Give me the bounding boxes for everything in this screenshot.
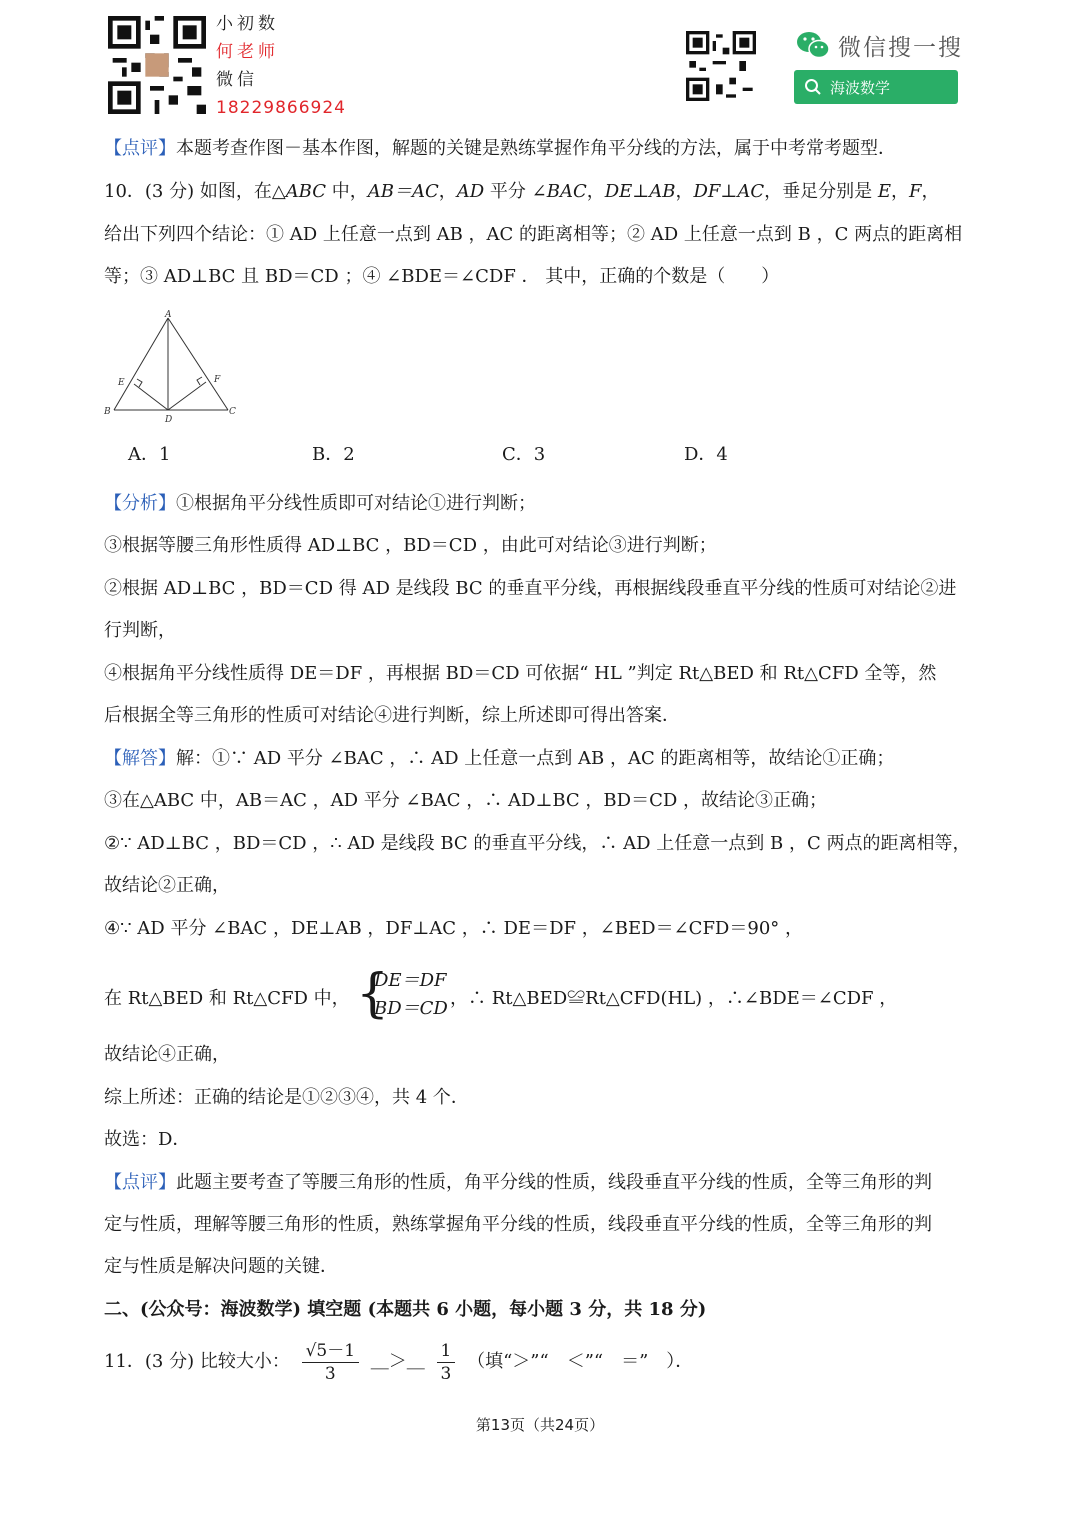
question-10-line-1 <box>104 171 939 213</box>
q10-part: 中， <box>326 181 368 202</box>
solution-tag: 【解答】 <box>104 748 176 769</box>
fraction-2 <box>437 1340 456 1385</box>
triangle-figure <box>104 308 244 428</box>
q10-part: AD <box>456 181 485 202</box>
q10-part: ，垂足分别是 <box>764 181 878 202</box>
fig-label-f: F <box>214 375 221 385</box>
comment-tag: 【点评】 <box>104 138 176 159</box>
fig-label-d: D <box>165 415 173 425</box>
q11-suffix: （填“＞”“ ＜”“ ＝” ）． <box>467 1351 694 1372</box>
q10-part: ， <box>586 181 605 202</box>
wechat-search-title <box>796 28 963 62</box>
solution-line-4: 故结论②正确， <box>104 875 230 896</box>
fraction-2-denominator: 3 <box>440 1363 452 1384</box>
q10-part: DF⊥AC <box>693 181 765 202</box>
hand-line-1: 小初数 <box>216 14 279 34</box>
wechat-search-button-label: 海波数学 <box>830 78 891 97</box>
page-header <box>0 0 1080 125</box>
brace-icon: { <box>356 964 390 1024</box>
fraction-1 <box>302 1340 359 1385</box>
q10-part: ， <box>438 181 457 202</box>
fig-label-b: B <box>104 407 111 417</box>
sol6-suffix: ，∴ Rt△BED≌Rt△CFD(HL) ，∴∠BDE＝∠CDF ， <box>450 988 898 1009</box>
wechat-search-button[interactable] <box>794 70 958 104</box>
analysis-line-1 <box>104 483 536 525</box>
wechat-search-label: 微信搜一搜 <box>838 34 963 61</box>
question-10-line-2: 给出下列四个结论：① AD 上任意一点到 AB ，AC 的距离相等；② AD 上任意一点到 B ，C 两点的距离相 <box>104 224 963 245</box>
fig-label-c: C <box>229 407 236 417</box>
analysis-line-6: 后根据全等三角形的性质可对结论④进行判断，综上所述即可得出答案． <box>104 705 680 726</box>
q10-part: ， <box>921 181 940 202</box>
fraction-2-numerator: 1 <box>437 1340 456 1363</box>
hand-phone: 18229866924 <box>216 98 346 118</box>
analysis-line-4: 行判断， <box>104 620 176 641</box>
q10-part: ABC <box>285 181 327 202</box>
solution-line-7: 故结论④正确， <box>104 1044 230 1065</box>
q10-part: ， <box>675 181 694 202</box>
hand-line-2: 何老师 <box>216 42 279 62</box>
q10-part: DE⊥AB <box>604 181 676 202</box>
q10-part: 10．(3 分) 如图，在△ <box>104 181 286 202</box>
option-d: D．4 <box>684 444 728 465</box>
q11-prefix: 11．(3 分) 比较大小： <box>104 1351 290 1372</box>
comment2-line-1 <box>104 1162 932 1204</box>
comment2-text: 此题主要考查了等腰三角形的性质，角平分线的性质，线段垂直平分线的性质，全等三角形的判 <box>176 1172 932 1193</box>
qr-code-right-icon <box>686 31 756 101</box>
analysis-text: ①根据角平分线性质即可对结论①进行判断； <box>176 493 536 514</box>
q10-part: F <box>908 181 922 202</box>
solution-line-1 <box>104 738 894 780</box>
search-icon <box>804 78 822 96</box>
solution-line-3: ②∵ AD⊥BC ，BD＝CD ，∴ AD 是线段 BC 的垂直平分线，∴ AD 上任意一点到 B ，C 两点的距离相等， <box>104 833 971 854</box>
comment2-line-2: 定与性质，理解等腰三角形的性质，熟练掌握角平分线的性质，线段垂直平分线的性质，全等三角形的判 <box>104 1214 932 1235</box>
analysis-tag: 【分析】 <box>104 493 176 514</box>
fraction-1-denominator: 3 <box>324 1363 336 1384</box>
fig-label-a: A <box>165 310 172 320</box>
q10-part: BAC <box>546 181 587 202</box>
comment-line-1 <box>104 128 896 170</box>
solution-line-2: ③在△ABC 中，AB＝AC ，AD 平分 ∠BAC ，∴ AD⊥BC ，BD＝CD ，故结论③正确； <box>104 790 828 811</box>
hand-line-3: 微信 <box>216 70 258 90</box>
q10-part: AB＝AC <box>367 181 439 202</box>
fig-label-e: E <box>118 378 125 388</box>
sol6-prefix: 在 Rt△BED 和 Rt△CFD 中， <box>104 988 350 1009</box>
comment-text: 本题考查作图－基本作图，解题的关键是熟练掌握作角平分线的方法，属于中考常考题型． <box>176 138 896 159</box>
option-c: C．3 <box>502 444 546 465</box>
solution-text: 解：①∵ AD 平分 ∠BAC ，∴ AD 上任意一点到 AB ，AC 的距离相等，故结论①正确； <box>176 748 895 769</box>
comment2-tag: 【点评】 <box>104 1172 176 1193</box>
q10-part: ， <box>890 181 909 202</box>
question-11 <box>104 1334 693 1390</box>
option-b: B．2 <box>312 444 355 465</box>
wechat-logo-icon <box>796 30 830 60</box>
qr-code-left-icon <box>108 16 206 114</box>
solution-line-5: ④∵ AD 平分 ∠BAC ，DE⊥AB ，DF⊥AC ，∴ DE＝DF ，∠BED＝∠CFD＝90° ， <box>104 918 803 939</box>
fraction-1-numerator: √5－1 <box>302 1340 359 1363</box>
q10-part: 平分 ∠ <box>484 181 547 202</box>
analysis-line-5: ④根据角平分线性质得 DE＝DF ，再根据 BD＝CD 可依据“ HL ”判定 Rt△BED 和 Rt△CFD 全等，然 <box>104 663 937 684</box>
option-a: A．1 <box>128 444 171 465</box>
solution-line-9: 故选：D． <box>104 1129 191 1150</box>
system-eq-1: DE＝DF <box>374 970 447 991</box>
solution-line-8: 综上所述：正确的结论是①②③④，共 4 个． <box>104 1087 469 1108</box>
q10-part: E <box>877 181 891 202</box>
section-2-heading: 二、(公众号：海波数学) 填空题 (本题共 6 小题，每小题 3 分，共 18 分) <box>104 1299 707 1320</box>
analysis-line-3: ②根据 AD⊥BC ，BD＝CD 得 AD 是线段 BC 的垂直平分线，再根据线段垂直平分线的性质可对结论②进 <box>104 578 957 599</box>
analysis-line-2: ③根据等腰三角形性质得 AD⊥BC ，BD＝CD ，由此可对结论③进行判断； <box>104 535 717 556</box>
question-10-line-3: 等；③ AD⊥BC 且 BD＝CD ；④ ∠BDE＝∠CDF ． 其中，正确的个数是（ ） <box>104 266 780 287</box>
comment2-line-3: 定与性质是解决问题的关键． <box>104 1256 338 1277</box>
page-footer: 第13页（共24页） <box>475 1416 605 1434</box>
system-eq-2: BD＝CD <box>374 998 448 1019</box>
q11-compare-blank: ＿＞＿ <box>370 1351 425 1372</box>
